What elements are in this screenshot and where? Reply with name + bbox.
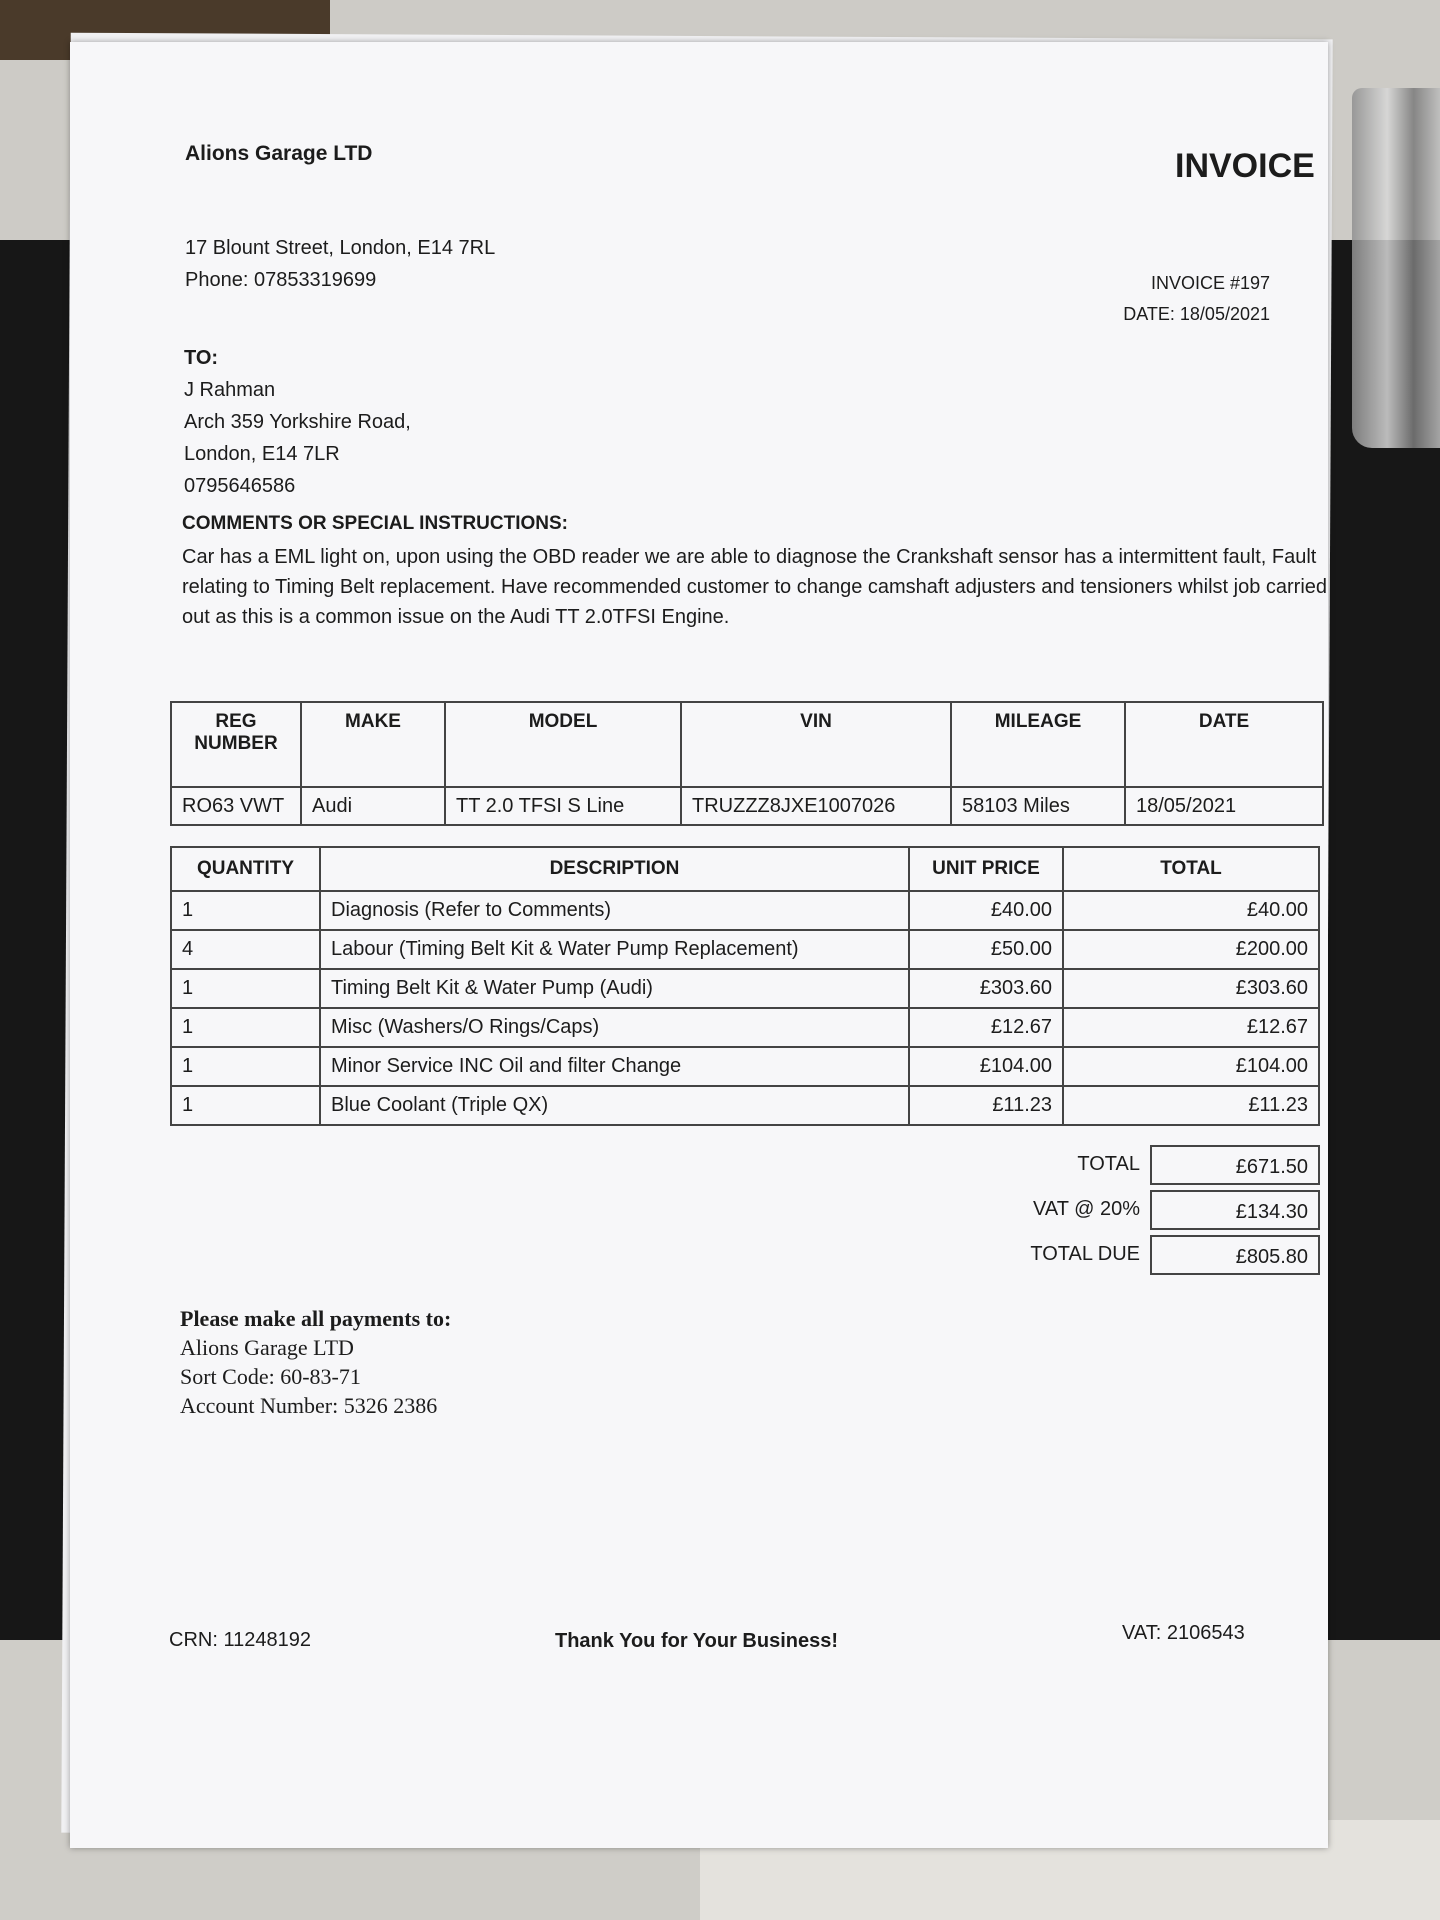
account-number: Account Number: 5326 2386 — [180, 1393, 438, 1418]
item-total: £40.00 — [1063, 891, 1319, 930]
payment-name: Alions Garage LTD — [180, 1335, 354, 1360]
item-unit-price: £11.23 — [909, 1086, 1063, 1125]
payment-label: Please make all payments to: — [180, 1306, 452, 1331]
vat-value: £134.30 — [1150, 1190, 1320, 1230]
company-address — [185, 232, 495, 296]
item-unit-price: £12.67 — [909, 1008, 1063, 1047]
sort-code: Sort Code: 60-83-71 — [180, 1364, 361, 1389]
invoice-date: DATE: 18/05/2021 — [1123, 304, 1270, 324]
vehicle-header-row — [171, 702, 1323, 787]
payment-details — [180, 1304, 451, 1420]
vehicle-cell: Audi — [301, 787, 445, 825]
table-row — [171, 969, 1319, 1008]
item-description: Labour (Timing Belt Kit & Water Pump Replacement) — [320, 930, 909, 969]
item-quantity: 1 — [171, 969, 320, 1008]
thank-you-note: Thank You for Your Business! — [555, 1630, 839, 1652]
invoice-title: INVOICE — [1175, 147, 1315, 185]
item-description: Misc (Washers/O Rings/Caps) — [320, 1008, 909, 1047]
vehicle-cell: TT 2.0 TFSI S Line — [445, 787, 681, 825]
items-header-row — [171, 847, 1319, 891]
item-total: £104.00 — [1063, 1047, 1319, 1086]
comments-text: Car has a EML light on, upon using the OBD reader we are able to diagnose the Crankshaft sensor has a intermittent fault, Fault relating to Timing Belt replacement. Have recommended customer to change camshaft adjusters and tensioners whilst job carried out as this is a common issue on the Audi TT 2.0TFSI Engine. — [182, 546, 1328, 628]
table-row — [171, 1047, 1319, 1086]
vehicle-header-cell: REG NUMBER — [171, 702, 301, 787]
invoice-number: INVOICE #197 — [1150, 273, 1270, 293]
item-description: Timing Belt Kit & Water Pump (Audi) — [320, 969, 909, 1008]
customer-name: J Rahman — [184, 379, 276, 401]
vehicle-header-cell: MILEAGE — [951, 702, 1125, 787]
items-header-cell: UNIT PRICE — [909, 847, 1063, 891]
vat-number: VAT: 2106543 — [1122, 1622, 1245, 1644]
total-value: £671.50 — [1150, 1145, 1320, 1185]
item-quantity: 1 — [171, 891, 320, 930]
items-header-cell: QUANTITY — [171, 847, 320, 891]
table-row — [171, 891, 1319, 930]
table-row — [171, 1008, 1319, 1047]
customer-address-2: London, E14 7LR — [184, 443, 340, 465]
vat-label: VAT @ 20% — [1032, 1198, 1140, 1220]
vehicle-cell: TRUZZZ8JXE1007026 — [681, 787, 951, 825]
customer-address-1: Arch 359 Yorkshire Road, — [184, 411, 411, 433]
phone-line: Phone: 07853319699 — [185, 269, 377, 291]
vehicle-cell: 18/05/2021 — [1125, 787, 1323, 825]
vehicle-header-cell: MODEL — [445, 702, 681, 787]
item-total: £303.60 — [1063, 969, 1319, 1008]
to-label: TO: — [184, 347, 219, 369]
vehicle-cell: 58103 Miles — [951, 787, 1125, 825]
vehicle-cell: RO63 VWT — [171, 787, 301, 825]
vehicle-header-cell: DATE — [1125, 702, 1323, 787]
vehicle-header-cell: MAKE — [301, 702, 445, 787]
item-unit-price: £104.00 — [909, 1047, 1063, 1086]
table-row — [171, 1086, 1319, 1125]
keys-object — [1352, 88, 1440, 448]
item-description: Minor Service INC Oil and filter Change — [320, 1047, 909, 1086]
company-name: Alions Garage LTD — [185, 142, 373, 165]
item-quantity: 1 — [171, 1008, 320, 1047]
comments-label: COMMENTS OR SPECIAL INSTRUCTIONS: — [182, 513, 568, 534]
total-due-row — [970, 1232, 1322, 1277]
items-header-cell: TOTAL — [1063, 847, 1319, 891]
total-due-value: £805.80 — [1150, 1235, 1320, 1275]
bill-to — [184, 342, 411, 502]
customer-phone: 0795646586 — [184, 475, 296, 497]
items-header-cell: DESCRIPTION — [320, 847, 909, 891]
item-total: £12.67 — [1063, 1008, 1319, 1047]
table-row — [171, 930, 1319, 969]
vehicle-header-cell: VIN — [681, 702, 951, 787]
crn-number: CRN: 11248192 — [169, 1629, 311, 1651]
total-due-label: TOTAL DUE — [1030, 1243, 1140, 1265]
vehicle-row — [171, 787, 1323, 825]
invoice-paper — [70, 42, 1328, 1848]
invoice-meta — [1123, 268, 1270, 330]
total-row — [970, 1142, 1322, 1187]
item-total: £11.23 — [1063, 1086, 1319, 1125]
item-description: Diagnosis (Refer to Comments) — [320, 891, 909, 930]
totals-block — [970, 1142, 1322, 1277]
item-unit-price: £303.60 — [909, 969, 1063, 1008]
items-table — [170, 846, 1320, 1126]
item-quantity: 1 — [171, 1047, 320, 1086]
address-line: 17 Blount Street, London, E14 7RL — [185, 237, 496, 259]
item-quantity: 1 — [171, 1086, 320, 1125]
vat-row — [970, 1187, 1322, 1232]
item-total: £200.00 — [1063, 930, 1319, 969]
vehicle-table — [170, 701, 1324, 826]
item-quantity: 4 — [171, 930, 320, 969]
item-unit-price: £40.00 — [909, 891, 1063, 930]
item-unit-price: £50.00 — [909, 930, 1063, 969]
item-description: Blue Coolant (Triple QX) — [320, 1086, 909, 1125]
total-label: TOTAL — [1077, 1153, 1140, 1175]
